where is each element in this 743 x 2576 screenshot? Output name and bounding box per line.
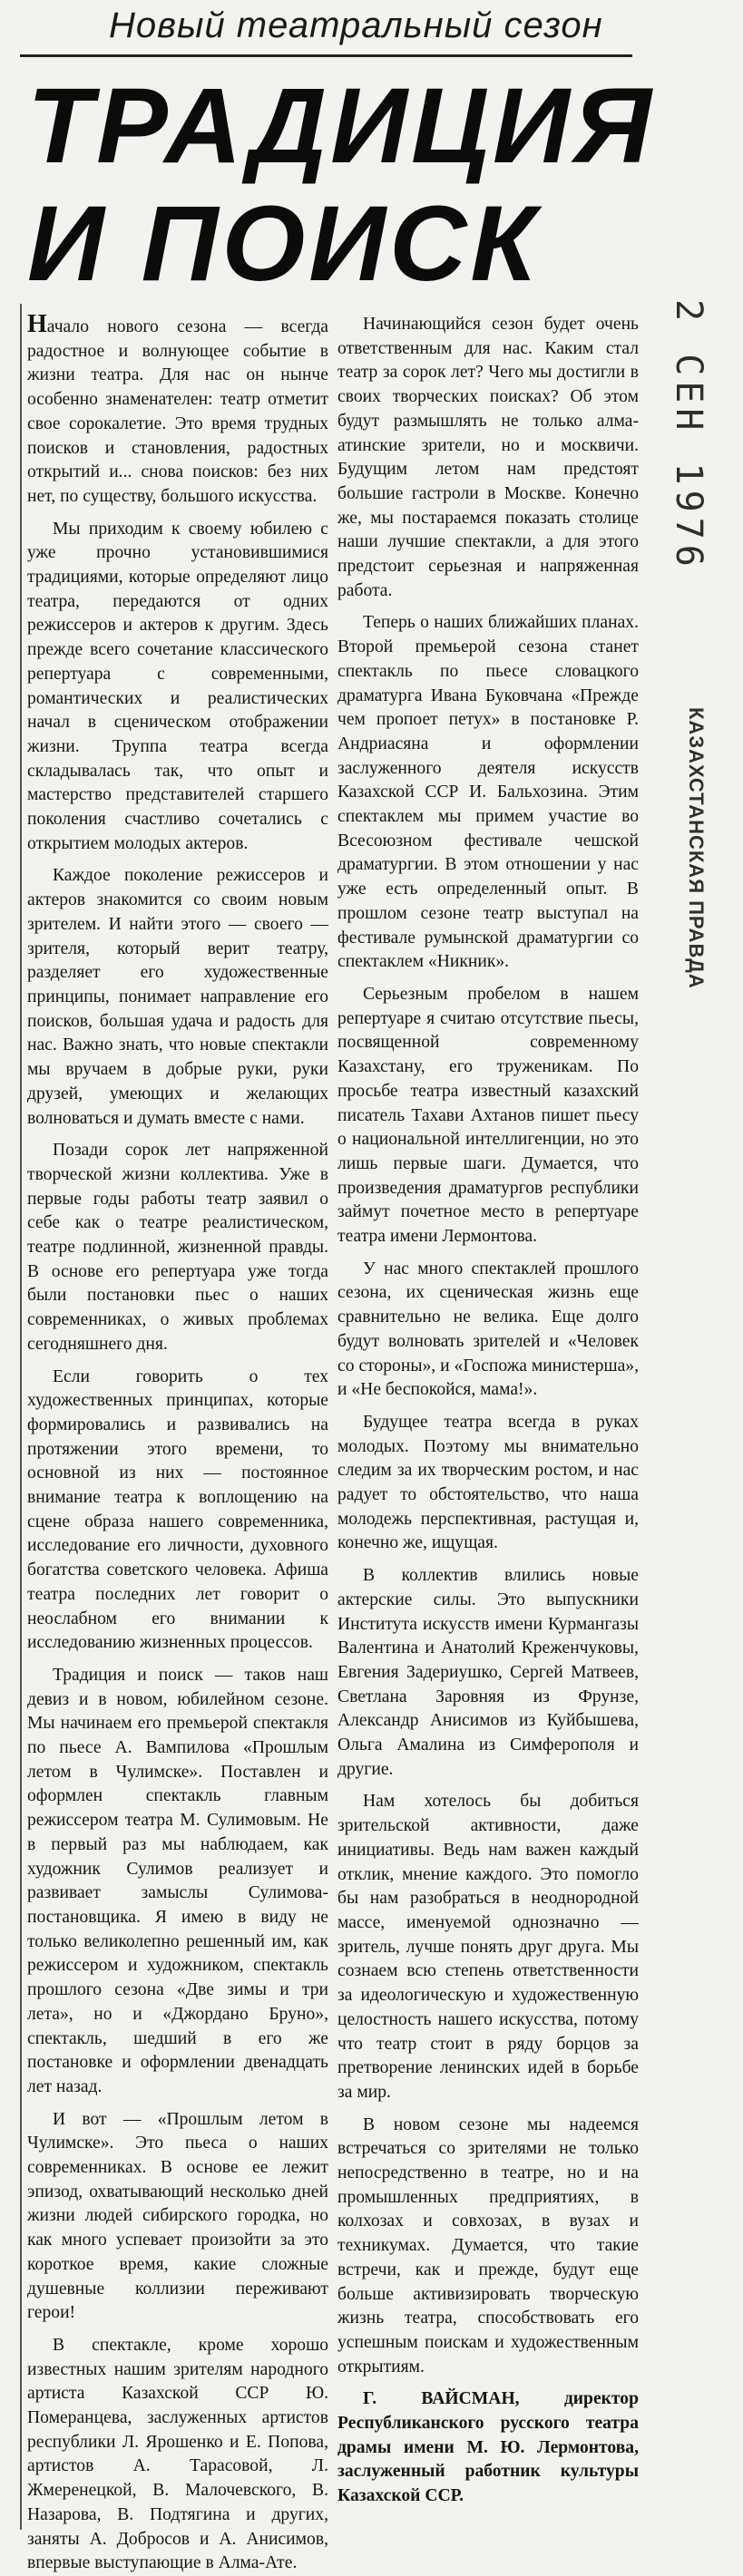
date-stamp xyxy=(646,299,728,671)
paragraph: Начинающийся сезон будет очень ответственным для нас. Каким стал театр за сорок лет? Чего мы достигли в своих творческих поисках? Об этом будут размышлять не только алма-атинские зрители, но и москвичи. Будущим летом нам предстоят большие гастроли в Москве. Конечно же, мы постараемся показать столице наши лучшие спектакли, а для этого предстоит серьезная и напряженная работа. xyxy=(337,315,639,600)
section-rubric: Новый театральный сезон xyxy=(109,5,603,45)
article-column-2 xyxy=(337,313,639,2530)
paragraph: Каждое поколение режиссеров и актеров знакомится со своим новым зрителем. И найти этого — своего — зрителя, который верит театру, разделяет его художественные принципы, понимает направление его поисков, большая удача и радость для нас. Важно знать, что новые спектакли мы вручаем в добрые руки, руки друзей, умеющих и желающих волноваться и думать вместе с нами. xyxy=(27,866,328,1128)
newspaper-source-stamp: КАЗАХСТАНСКАЯ ПРАВДА xyxy=(685,707,708,989)
date-stamp-text: 2 СЕН 1976 xyxy=(668,299,709,572)
left-column-rule xyxy=(20,304,22,2530)
paragraph: Нам хотелось бы добиться зрительской активности, даже инициативы. Ведь нам важен каждый отклик, мнение каждого. Это помогло бы нам разобраться в неоднородной массе, именуемой однозначно — зритель, лучше понять друг друга. Мы сознаем всю степень ответственности за идеологическую и художественную целостность нашего искусства, потому что театр стоит в ряду борцов за претворение ленинских идей в борьбе за мир. xyxy=(337,1792,639,2102)
paragraph: В новом сезоне мы надеемся встречаться со зрителями не только непосредственно в театре, но и на промышленных предприятиях, в колхозах и совхозах, в вузах и техникумах. Думается, что такие встречи, как и прежде, будут еще больше активизировать творческую жизнь театра, способствовать его успешным поискам и художественным открытиям. xyxy=(337,2114,639,2377)
author-signature: Г. ВАЙСМАН, директор Республиканского русского театра драмы имени М. Ю. Лермонтова, заслуженный работник культуры Казахской ССР. xyxy=(337,2389,639,2506)
paragraph: В коллектив влились новые актерские силы. Это выпускники Института искусств имени Курмангазы Валентина и Анатолий Креженчуковы, Евгения Задериушко, Сергей Матвеев, Светлана Заровняя из Фрунзе, Александр Анисимов из Куйбышева, Ольга Амалина из Симферополя и другие. xyxy=(337,1566,639,1779)
paragraph: Если говорить о тех художественных принципах, которые формировались и развивались на протяжении этого времени, то основной из них — постоянное внимание театра к воплощению на сцене образа нашего современника, исследование его личности, духовного богатства советского человека. Афиша театра последних лет говорит о неослабном его внимании к исследованию жизненных процессов. xyxy=(27,1366,328,1653)
headline-line-2: И ПОИСК xyxy=(27,184,540,304)
paragraph: У нас много спектаклей прошлого сезона, их сценическая жизнь еще сравнительно не велика. Еще долго будут волновать зрителей и «Человек со стороны», и «Госпожа министерша», и «Не беспокойся, мама!». xyxy=(337,1259,639,1400)
paragraph: Мы приходим к своему юбилею с уже прочно установившимися традициями, которые определяют лицо театра, передаются от одних режиссеров и актеров к другим. Здесь прежде всего сочетание классического репертуара с современными, романтических и реалистических начал в сценическом отображении жизни. Труппа театра всегда складывалась так, что опыт и мастерство представителей старшего поколения счастливо сочетались с открытием молодых актеров. xyxy=(27,519,328,853)
paragraph: Будущее театра всегда в руках молодых. Поэтому мы внимательно следим за их творческим ростом, и нас радует то обстоятельство, что наша молодежь перспективная, растущая и, конечно же, ищущая. xyxy=(337,1412,639,1553)
paragraph: Позади сорок лет напряженной творческой жизни коллектива. Уже в первые годы работы театр заявил о себе как о театре реалистическом, театре подлинной, жизненной правды. В основе его репертуара уже тогда были постановки пьес о наших современниках, о живых проблемах сегодняшнего дня. xyxy=(27,1141,328,1354)
paragraph: В спектакле, кроме хорошо известных нашим зрителям народного артиста Казахской ССР Ю. Померанцева, заслуженных артистов республики Л. Ярошенко и Е. Попова, артистов А. Тарасовой, Л. Жмеренецкой, В. Малочевского, В. Назарова, В. Подтягина и других, заняты А. Доброcов и А. Анисимов, впервые выступающие в Алма-Ате. xyxy=(27,2335,328,2573)
paragraph: Начало нового сезона — всегда радостное и волнующее событие в жизни театра. Для нас он нынче особенно знаменателен: театр отметит свое сорокалетие. Это время трудных поисков и становления, радостных открытий и... снова поисков: без них нет, по существу, большого искусства. xyxy=(27,310,328,506)
headline-line-1: ТРАДИЦИЯ xyxy=(27,66,655,186)
paragraph: И вот — «Прошлым летом в Чулимске». Это пьеса о наших современниках. В основе ее лежит эпизод, охватывающий несколько дней жизни людей сибирского городка, но как много успевает произойти за это короткое время, какие сложные душевные коллизии переживают герои! xyxy=(27,2109,328,2323)
paragraph: Серьезным пробелом в нашем репертуаре я считаю отсутствие пьесы, посвященной современному Казахстану, его труженикам. По просьбе театра известный казахский писатель Тахави Ахтанов пишет пьесу о национальной интеллигенции, но это лишь первые шаги. Думается, что произведения драматургов республики займут почетное место в репертуаре театра имени Лермонтова. xyxy=(337,984,639,1247)
rubric-rule xyxy=(20,54,632,57)
article-column-1 xyxy=(27,310,328,2573)
paragraph: Традиция и поиск — таков наш девиз и в новом, юбилейном сезоне. Мы начинаем его премьерой спектакля по пьесе А. Вампилова «Прошлым летом в Чулимске». Поставлен и оформлен спектакль главным режиссером театра М. Сулимовым. Не в первый раз мы наблюдаем, как художник Сулимов реализует и развивает замыслы Сулимова-постановщика. Я имею в виду не только великолепно решенный им, как режиссером и художником, спектакль прошлого сезона «Две зимы и три лета», но и «Джордано Бруно», спектакль, шедший в его же постановке и оформлении двенадцать лет назад. xyxy=(27,1665,328,2096)
paragraph: Теперь о наших ближайших планах. Второй премьерой сезона станет спектакль по пьесе словацкого драматурга Ивана Буковчана «Прежде чем пропоет петух» в постановке Р. Андриасяна и оформлении заслуженного деятеля искусств Казахской ССР И. Бальхозина. Этим спектаклем мы примем участие во Всесоюзном фестивале чешской драматургии. В этом отношении у нас уже есть определенный опыт. В прошлом сезоне театр выступал на фестивале румынской драматургии со спектаклем «Никник». xyxy=(337,613,639,972)
